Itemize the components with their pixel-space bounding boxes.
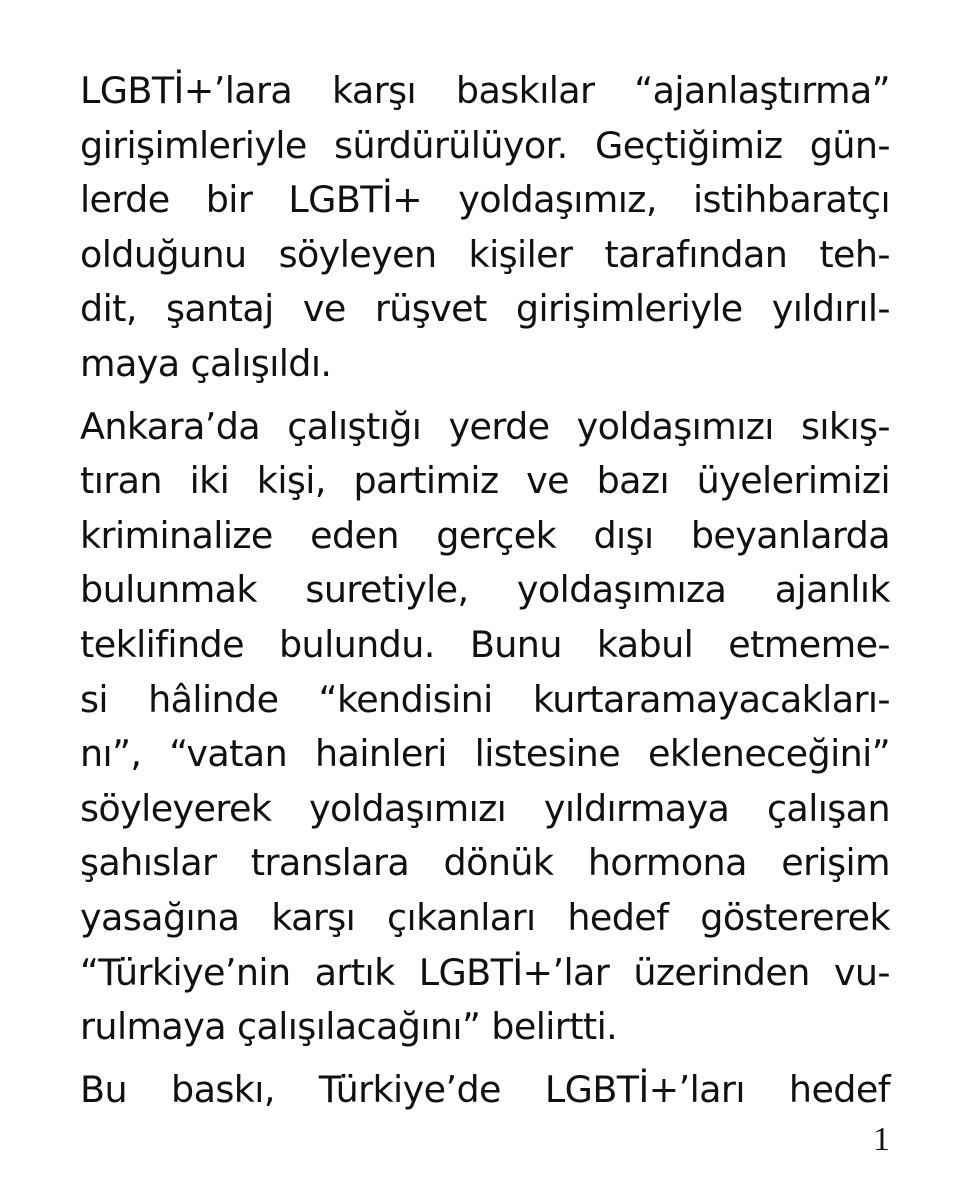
text-line: bulunmak suretiyle, yoldaşımıza ajanlık	[80, 568, 890, 612]
text-line: rulmaya çalışılacağını” belirtti.	[80, 1005, 618, 1049]
text-line: lerde bir LGBTİ+ yoldaşımız, istihbaratçı	[80, 178, 890, 222]
text-line: söyleyerek yoldaşımızı yıldırmaya çalışan	[80, 786, 890, 830]
text-line: teklifinde bulundu. Bunu kabul etmeme-	[80, 622, 890, 666]
text-line: olduğunu söyleyen kişiler tarafından teh-	[80, 232, 890, 276]
text-line: yasağına karşı çıkanları hedef göstererek	[80, 895, 890, 939]
text-line: LGBTİ+’lara karşı baskılar “ajanlaştırma”	[80, 69, 890, 112]
text-line: Ankara’da çalıştığı yerde yoldaşımızı sıkış-	[80, 404, 890, 448]
text-line: maya çalışıldı.	[80, 341, 332, 385]
body-text	[80, 64, 890, 1117]
text-line: şahıslar translara dönük hormona erişim	[80, 841, 890, 885]
text-line: nı”, “vatan hainleri listesine ekleneceğini”	[80, 732, 890, 776]
text-line: si hâlinde “kendisini kurtaramayacakları-	[80, 677, 890, 721]
text-line: girişimleriyle sürdürülüyor. Geçtiğimiz gün-	[80, 123, 890, 167]
text-line: kriminalize eden gerçek dışı beyanlarda	[80, 513, 890, 557]
text-line: tıran iki kişi, partimiz ve bazı üyelerimizi	[80, 459, 890, 503]
text-line: “Türkiye’nin artık LGBTİ+’lar üzerinden vu-	[80, 950, 890, 994]
text-line: dit, şantaj ve rüşvet girişimleriyle yıldırıl-	[80, 287, 890, 331]
text-line: Bu baskı, Türkiye’de LGBTİ+’ları hedef	[80, 1067, 890, 1111]
paragraph-1	[80, 64, 890, 392]
paragraph-3	[80, 1063, 890, 1118]
paragraph-2	[80, 400, 890, 1055]
page-number: 1	[873, 1121, 890, 1158]
